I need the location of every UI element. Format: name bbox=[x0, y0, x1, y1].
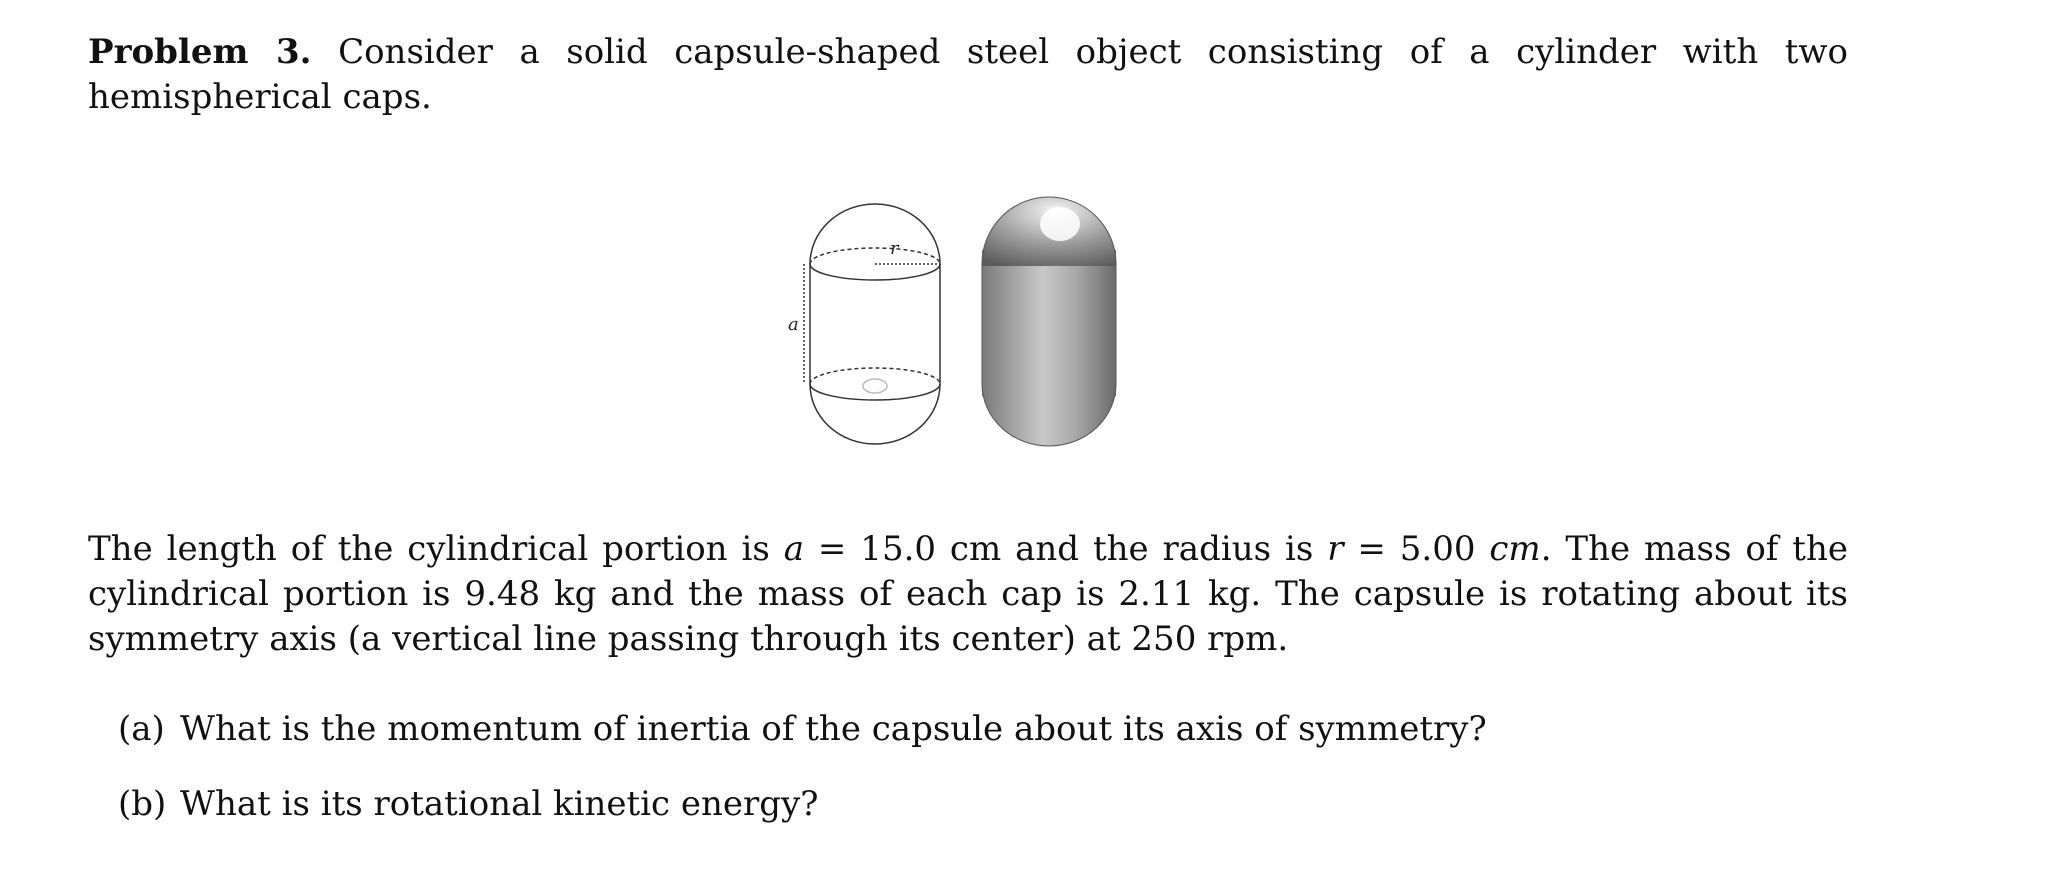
wireframe-capsule bbox=[804, 204, 940, 444]
question-item bbox=[118, 707, 1487, 752]
length-label: a bbox=[788, 314, 799, 335]
question-number: (a) bbox=[118, 709, 165, 749]
question-item bbox=[118, 782, 1487, 827]
top-ellipse-front bbox=[810, 264, 940, 280]
bottom-ellipse-front bbox=[810, 384, 940, 400]
question-text: What is its rotational kinetic energy? bbox=[180, 784, 819, 824]
body-text-2: = 15.0 cm and the radius is bbox=[804, 529, 1328, 569]
problem-body bbox=[88, 527, 1848, 662]
top-dome-outline bbox=[810, 204, 940, 264]
problem-statement bbox=[88, 30, 1848, 120]
shaded-capsule bbox=[982, 197, 1116, 446]
question-list bbox=[118, 707, 1487, 857]
body-text-3: = 5.00 bbox=[1343, 529, 1490, 569]
var-r: r bbox=[1327, 529, 1344, 569]
base-center-mark bbox=[863, 379, 887, 393]
question-number: (b) bbox=[118, 784, 167, 824]
problem-intro bbox=[88, 30, 1848, 120]
unit-cm: cm bbox=[1489, 529, 1541, 569]
body-text-4: . The mass of the cylindrical portion is 9.48 kg and the mass of each cap is 2.11 kg. The capsule is rotating about its symmetry axis (a vertical line passing through its center) at 250 rpm. bbox=[88, 529, 1848, 659]
var-a: a bbox=[783, 529, 804, 569]
top-ellipse-back bbox=[810, 248, 940, 264]
problem-intro-text: Consider a solid capsule-shaped steel object consisting of a cylinder with two hemispherical caps. bbox=[88, 32, 1848, 117]
body-text-1: The length of the cylindrical portion is bbox=[88, 529, 784, 569]
problem-label: Problem 3. bbox=[88, 32, 312, 72]
capsule-figure bbox=[780, 184, 1140, 464]
bottom-ellipse-back bbox=[810, 368, 940, 384]
problem-body-text bbox=[88, 527, 1848, 662]
question-text: What is the momentum of inertia of the capsule about its axis of symmetry? bbox=[180, 709, 1487, 749]
radius-label: r bbox=[890, 238, 899, 259]
